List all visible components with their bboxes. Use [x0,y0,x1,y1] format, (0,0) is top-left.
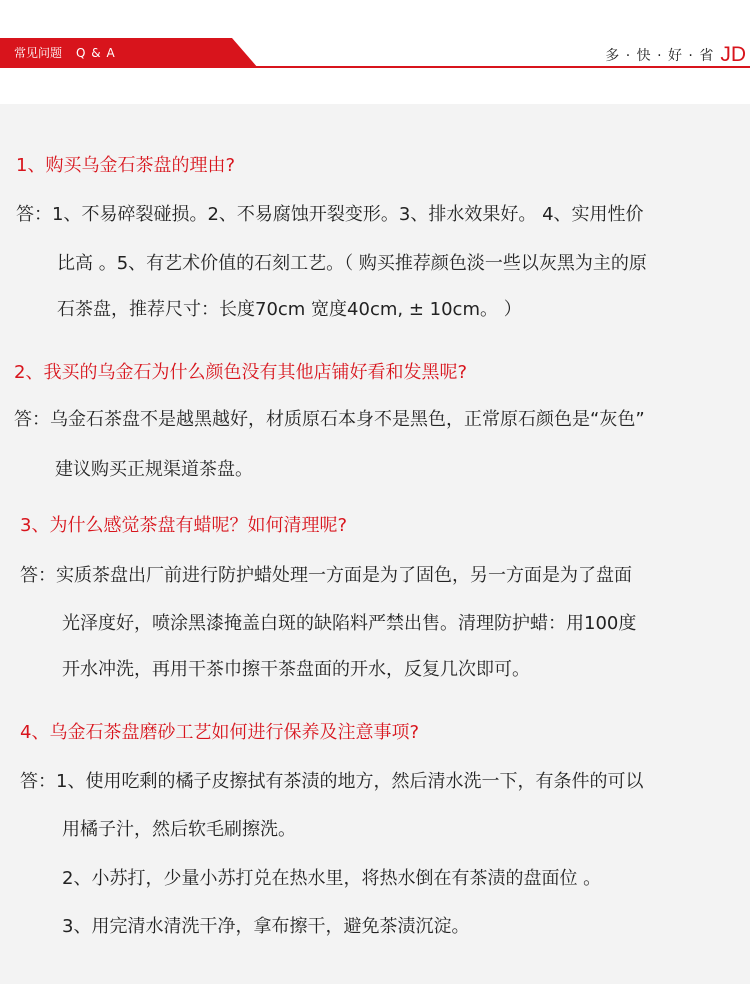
faq-answer-1-line-1: 答：1、不易碎裂碰损。2、不易腐蚀开裂变形。3、排水效果好。 4、实用性价 [16,204,644,225]
jd-logo: JD [720,43,746,66]
section-title-text: 常见问题 [14,46,63,60]
faq-answer-1-line-2: 比高 。5、有艺术价值的石刻工艺。（ 购买推荐颜色淡一些以灰黑为主的原 [57,253,647,274]
faq-header [0,0,750,104]
faq-answer-2-line-2: 建议购买正规渠道茶盘。 [55,459,253,480]
brand-slogan [605,40,746,66]
faq-answer-2-line-1: 答：乌金石茶盘不是越黑越好，材质原石本身不是黑色，正常原石颜色是“灰色” [14,409,645,430]
faq-question-1: 1、购买乌金石茶盘的理由? [16,155,236,176]
faq-answer-3-line-2: 光泽度好，喷涂黑漆掩盖白斑的缺陷料严禁出售。清理防护蜡：用100度 [62,613,637,634]
faq-answer-3-line-1: 答：实质茶盘出厂前进行防护蜡处理一方面是为了固色，另一方面是为了盘面 [20,565,632,586]
faq-question-2: 2、我买的乌金石为什么颜色没有其他店铺好看和发黑呢? [14,362,468,383]
faq-answer-1-line-3: 石茶盘，推荐尺寸：长度70cm 宽度40cm, ± 10cm。 ） [57,299,522,320]
faq-answer-4-line-4: 3、用完清水清洗干净，拿布擦干，避免茶渍沉淀。 [62,916,470,937]
faq-panel [0,104,750,984]
section-title [14,46,116,60]
slogan-text: 多 · 快 · 好 · 省 [605,48,715,64]
faq-answer-4-line-1: 答：1、使用吃剩的橘子皮擦拭有茶渍的地方，然后清水洗一下，有条件的可以 [20,771,644,792]
faq-question-4: 4、乌金石茶盘磨砂工艺如何进行保养及注意事项? [20,722,420,743]
faq-answer-3-line-3: 开水冲洗，再用干茶巾擦干茶盘面的开水，反复几次即可。 [62,659,530,680]
faq-question-3: 3、为什么感觉茶盘有蜡呢？如何清理呢? [20,515,348,536]
faq-answer-4-line-3: 2、小苏打，少量小苏打兑在热水里，将热水倒在有茶渍的盘面位 。 [62,868,602,889]
qa-label: Q & A [76,46,116,60]
faq-answer-4-line-2: 用橘子汁，然后软毛刷擦洗。 [62,819,296,840]
